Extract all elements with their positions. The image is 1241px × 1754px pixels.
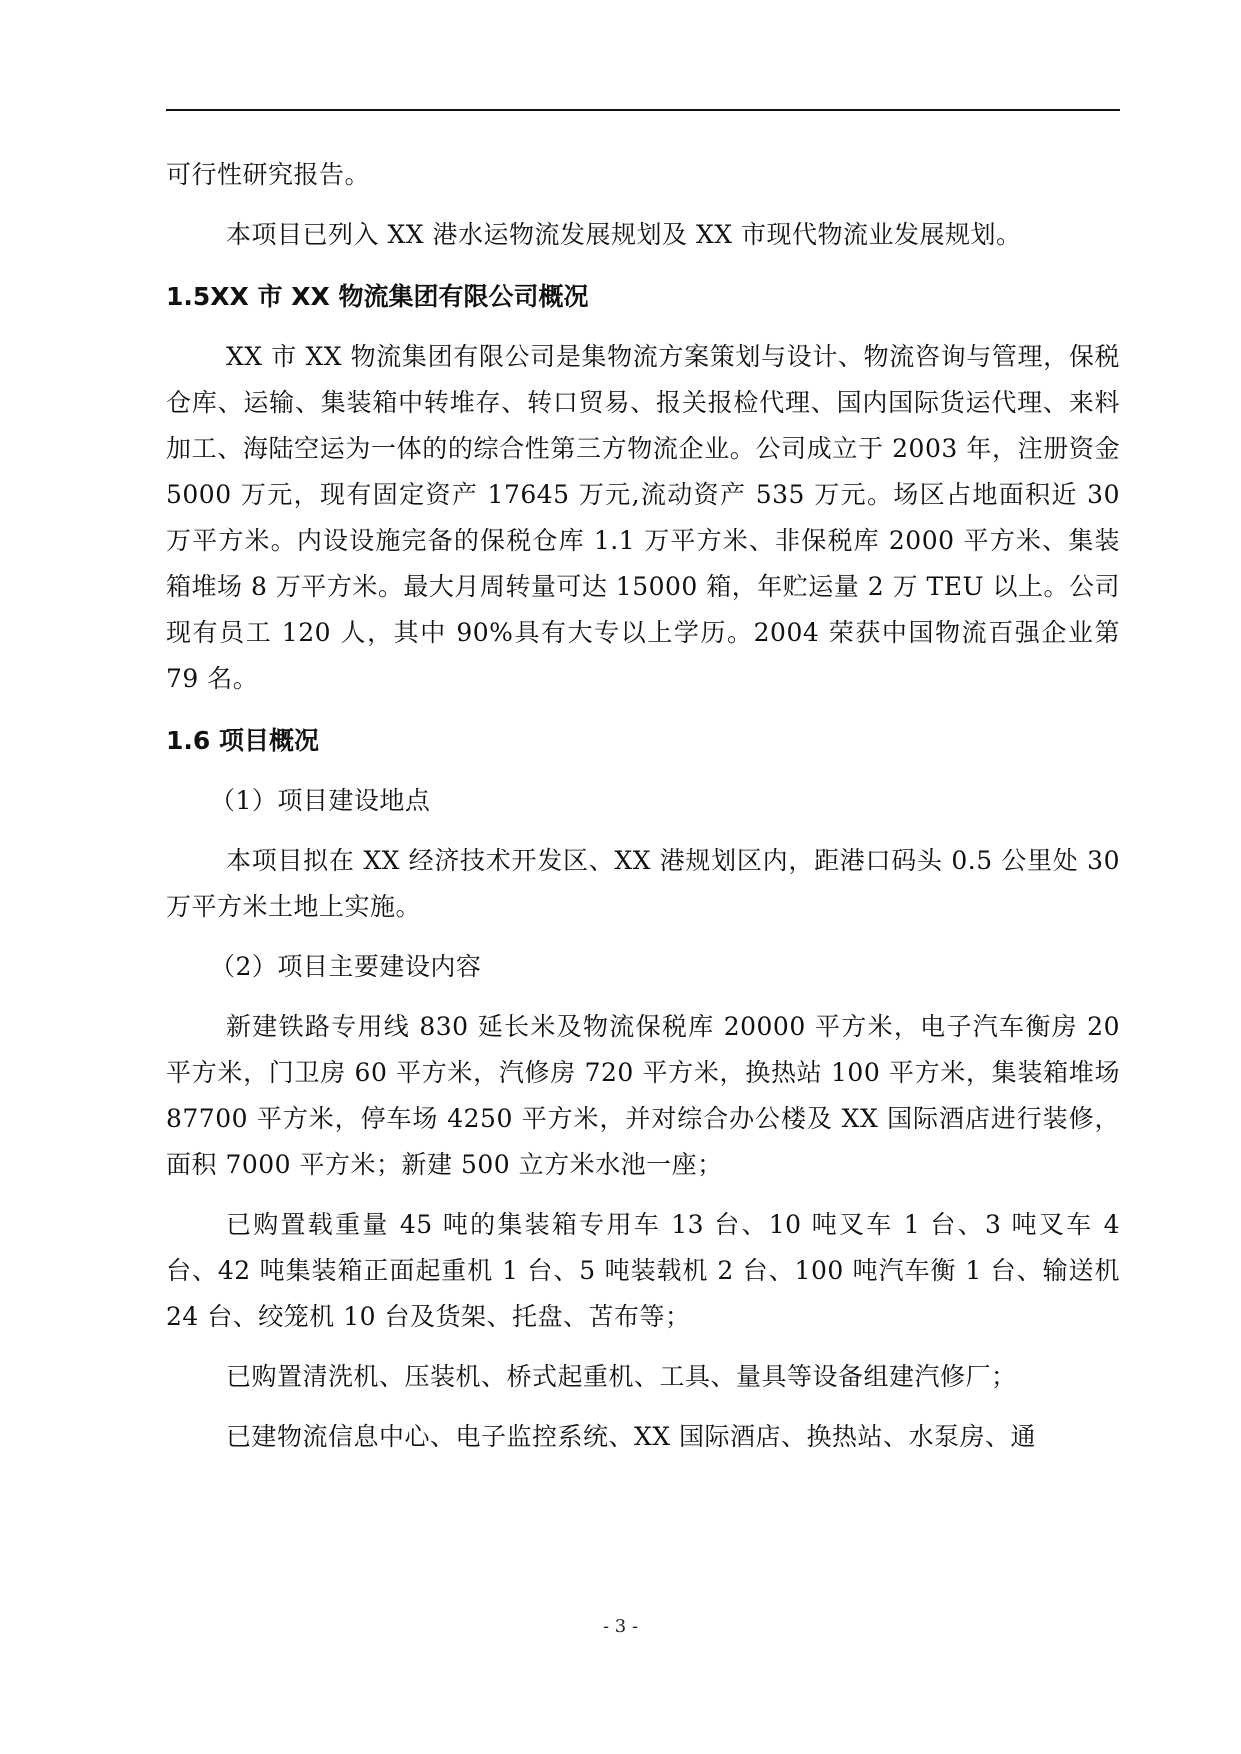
section-heading-1-6: 1.6 项目概况	[166, 726, 319, 755]
paragraph-location: 本项目拟在 XX 经济技术开发区、XX 港规划区内，距港口码头 0.5 公里处 30 万平方米土地上实施。	[166, 846, 1120, 921]
paragraph-new-construction: 新建铁路专用线 830 延长米及物流保税库 20000 平方米，电子汽车衡房 20 平方米，门卫房 60 平方米，汽修房 720 平方米，换热站 100 平方米，集装箱堆场 87700 平方米，停车场 4250 平方米，并对综合办公楼及 XX 国际酒店进行装修，面积 7000 平方米；新建 500 立方米水池一座；	[166, 1012, 1120, 1179]
paragraph-continuation: 可行性研究报告。	[166, 160, 371, 189]
page-content	[166, 152, 1120, 1460]
subsection-label-construction: （2）项目主要建设内容	[210, 952, 482, 981]
page-number: - 3 -	[602, 1616, 639, 1637]
section-heading-1-5: 1.5XX 市 XX 物流集团有限公司概况	[166, 282, 589, 311]
header-rule	[166, 109, 1120, 111]
subsection-label-location: （1）项目建设地点	[210, 786, 431, 815]
paragraph-equipment-purchased: 已购置载重量 45 吨的集装箱专用车 13 台、10 吨叉车 1 台、3 吨叉车 4 台、42 吨集装箱正面起重机 1 台、5 吨装载机 2 台、100 吨汽车衡 1 台、输送机 24 台、绞笼机 10 台及货架、托盘、苫布等；	[166, 1210, 1120, 1331]
paragraph-built-facilities: 已建物流信息中心、电子监控系统、XX 国际酒店、换热站、水泵房、通	[226, 1422, 1037, 1451]
paragraph-company-overview: XX 市 XX 物流集团有限公司是集物流方案策划与设计、物流咨询与管理，保税仓库、运输、集装箱中转堆存、转口贸易、报关报检代理、国内国际货运代理、来料加工、海陆空运为一体的的综合性第三方物流企业。公司成立于 2003 年，注册资金 5000 万元，现有固定资产 17645 万元,流动资产 535 万元。场区占地面积近 30 万平方米。内设设施完备的保税仓库 1.1 万平方米、非保税库 2000 平方米、集装箱堆场 8 万平方米。最大月周转量可达 15000 箱，年贮运量 2 万 TEU 以上。公司现有员工 120 人，其中 90%具有大专以上学历。2004 荣获中国物流百强企业第 79 名。	[166, 342, 1120, 693]
paragraph-planning: 本项目已列入 XX 港水运物流发展规划及 XX 市现代物流业发展规划。	[226, 220, 1022, 249]
paragraph-repair-shop: 已购置清洗机、压装机、桥式起重机、工具、量具等设备组建汽修厂；	[226, 1362, 1017, 1391]
